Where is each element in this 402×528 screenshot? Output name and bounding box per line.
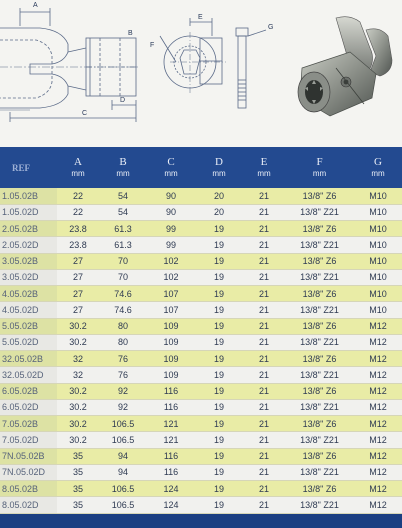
table-cell-a: 35 bbox=[57, 497, 99, 513]
column-header-unit: mm bbox=[257, 168, 271, 178]
table-row bbox=[0, 334, 402, 350]
column-header-g bbox=[354, 147, 402, 188]
column-header-a bbox=[57, 147, 99, 188]
table-cell-d: 19 bbox=[195, 286, 243, 302]
column-header-unit: mm bbox=[116, 168, 130, 178]
table-cell-f: 13/8" Z21 bbox=[285, 204, 354, 220]
table-cell-a: 35 bbox=[57, 481, 99, 497]
yoke-product-image bbox=[280, 12, 398, 124]
table-cell-e: 21 bbox=[243, 497, 285, 513]
table-cell-d: 19 bbox=[195, 302, 243, 318]
table-cell-f: 13/8" Z21 bbox=[285, 269, 354, 285]
table-row bbox=[0, 253, 402, 269]
table-cell-e: 21 bbox=[243, 253, 285, 269]
table-cell-d: 20 bbox=[195, 188, 243, 204]
table-cell-ref: 1.05.02B bbox=[0, 188, 57, 204]
table-cell-e: 21 bbox=[243, 399, 285, 415]
column-header-e bbox=[243, 147, 285, 188]
table-cell-d: 19 bbox=[195, 383, 243, 399]
technical-drawing-area bbox=[0, 0, 402, 147]
column-header-label: E bbox=[260, 155, 268, 168]
table-cell-ref: 32.05.02B bbox=[0, 351, 57, 367]
table-cell-g: M10 bbox=[354, 253, 402, 269]
table-cell-a: 32 bbox=[57, 367, 99, 383]
table-cell-ref: 2.05.02D bbox=[0, 237, 57, 253]
table-cell-c: 99 bbox=[147, 237, 195, 253]
table-cell-f: 13/8" Z6 bbox=[285, 253, 354, 269]
table-row bbox=[0, 416, 402, 432]
table-cell-d: 19 bbox=[195, 318, 243, 334]
table-cell-f: 13/8" Z21 bbox=[285, 367, 354, 383]
table-cell-c: 90 bbox=[147, 188, 195, 204]
column-header-f bbox=[285, 147, 354, 188]
table-cell-ref: 7.05.02D bbox=[0, 432, 57, 448]
table-row bbox=[0, 318, 402, 334]
table-cell-e: 21 bbox=[243, 432, 285, 448]
table-cell-b: 54 bbox=[99, 188, 147, 204]
table-cell-ref: 5.05.02B bbox=[0, 318, 57, 334]
table-cell-g: M12 bbox=[354, 399, 402, 415]
table-cell-d: 19 bbox=[195, 269, 243, 285]
table-cell-a: 30.2 bbox=[57, 416, 99, 432]
table-cell-e: 21 bbox=[243, 204, 285, 220]
column-header-label: C bbox=[167, 155, 175, 168]
table-row bbox=[0, 432, 402, 448]
table-cell-g: M12 bbox=[354, 497, 402, 513]
table-cell-d: 19 bbox=[195, 464, 243, 480]
dim-label-e: E bbox=[198, 14, 203, 21]
dim-label-c: C bbox=[82, 110, 88, 117]
table-row bbox=[0, 188, 402, 204]
column-header-label: B bbox=[119, 155, 127, 168]
table-body bbox=[0, 188, 402, 513]
table-cell-b: 80 bbox=[99, 334, 147, 350]
column-header-ref bbox=[0, 147, 57, 188]
table-cell-c: 124 bbox=[147, 481, 195, 497]
table-cell-f: 13/8" Z6 bbox=[285, 221, 354, 237]
table-row bbox=[0, 221, 402, 237]
column-header-label: F bbox=[316, 155, 323, 168]
table-cell-d: 19 bbox=[195, 399, 243, 415]
table-cell-b: 76 bbox=[99, 351, 147, 367]
table-cell-g: M10 bbox=[354, 237, 402, 253]
table-cell-d: 20 bbox=[195, 204, 243, 220]
column-header-c bbox=[147, 147, 195, 188]
table-cell-f: 13/8" Z6 bbox=[285, 188, 354, 204]
table-row bbox=[0, 399, 402, 415]
table-cell-d: 19 bbox=[195, 432, 243, 448]
table-cell-g: M10 bbox=[354, 204, 402, 220]
table-cell-d: 19 bbox=[195, 237, 243, 253]
table-cell-ref: 7.05.02B bbox=[0, 416, 57, 432]
table-header-row bbox=[0, 147, 402, 188]
table-cell-d: 19 bbox=[195, 481, 243, 497]
table-cell-g: M12 bbox=[354, 432, 402, 448]
table-cell-e: 21 bbox=[243, 351, 285, 367]
table-cell-c: 116 bbox=[147, 448, 195, 464]
dim-label-g: G bbox=[268, 24, 274, 31]
table-cell-a: 22 bbox=[57, 204, 99, 220]
table-cell-a: 27 bbox=[57, 302, 99, 318]
table-cell-a: 27 bbox=[57, 286, 99, 302]
column-header-label: D bbox=[215, 155, 223, 168]
table-cell-c: 109 bbox=[147, 318, 195, 334]
column-header-unit: mm bbox=[71, 168, 85, 178]
table-cell-d: 19 bbox=[195, 367, 243, 383]
table-cell-c: 109 bbox=[147, 334, 195, 350]
table-cell-e: 21 bbox=[243, 286, 285, 302]
table-cell-c: 121 bbox=[147, 416, 195, 432]
table-cell-c: 109 bbox=[147, 351, 195, 367]
table-row bbox=[0, 351, 402, 367]
table-row bbox=[0, 383, 402, 399]
table-cell-c: 116 bbox=[147, 383, 195, 399]
table-cell-ref: 8.05.02D bbox=[0, 497, 57, 513]
table-cell-a: 23.8 bbox=[57, 237, 99, 253]
table-cell-e: 21 bbox=[243, 334, 285, 350]
table-cell-e: 21 bbox=[243, 383, 285, 399]
table-cell-e: 21 bbox=[243, 448, 285, 464]
table-row bbox=[0, 237, 402, 253]
table-cell-g: M12 bbox=[354, 334, 402, 350]
table-cell-c: 121 bbox=[147, 432, 195, 448]
table-cell-ref: 4.05.02D bbox=[0, 302, 57, 318]
table-cell-ref: 2.05.02B bbox=[0, 221, 57, 237]
table-cell-g: M10 bbox=[354, 188, 402, 204]
table-cell-ref: 7N.05.02B bbox=[0, 448, 57, 464]
table-cell-ref: 1.05.02D bbox=[0, 204, 57, 220]
table-cell-ref: 8.05.02B bbox=[0, 481, 57, 497]
table-cell-ref: 6.05.02B bbox=[0, 383, 57, 399]
table-cell-b: 94 bbox=[99, 464, 147, 480]
table-cell-a: 30.2 bbox=[57, 399, 99, 415]
table-cell-b: 61.3 bbox=[99, 221, 147, 237]
table-cell-a: 22 bbox=[57, 188, 99, 204]
table-cell-g: M12 bbox=[354, 416, 402, 432]
table-cell-b: 54 bbox=[99, 204, 147, 220]
table-row bbox=[0, 302, 402, 318]
table-row bbox=[0, 269, 402, 285]
table-cell-d: 19 bbox=[195, 416, 243, 432]
table-cell-g: M10 bbox=[354, 286, 402, 302]
table-cell-b: 106.5 bbox=[99, 432, 147, 448]
dim-label-d: D bbox=[120, 97, 126, 104]
table-row bbox=[0, 481, 402, 497]
table-cell-g: M10 bbox=[354, 269, 402, 285]
table-cell-f: 13/8" Z6 bbox=[285, 383, 354, 399]
table-cell-f: 13/8" Z21 bbox=[285, 302, 354, 318]
table-cell-c: 116 bbox=[147, 399, 195, 415]
table-cell-d: 19 bbox=[195, 334, 243, 350]
table-row bbox=[0, 204, 402, 220]
table-cell-g: M12 bbox=[354, 481, 402, 497]
table-cell-ref: 6.05.02D bbox=[0, 399, 57, 415]
table-row bbox=[0, 464, 402, 480]
table-cell-e: 21 bbox=[243, 221, 285, 237]
dim-label-a: A bbox=[33, 2, 38, 9]
table-cell-e: 21 bbox=[243, 416, 285, 432]
table-row bbox=[0, 448, 402, 464]
dim-label-b: B bbox=[128, 30, 133, 37]
table-cell-g: M12 bbox=[354, 448, 402, 464]
table-cell-b: 106.5 bbox=[99, 497, 147, 513]
table-cell-c: 107 bbox=[147, 302, 195, 318]
table-cell-c: 102 bbox=[147, 253, 195, 269]
table-cell-f: 13/8" Z21 bbox=[285, 334, 354, 350]
table-cell-e: 21 bbox=[243, 481, 285, 497]
specification-table bbox=[0, 147, 402, 514]
table-cell-ref: 3.05.02D bbox=[0, 269, 57, 285]
table-cell-b: 70 bbox=[99, 253, 147, 269]
table-cell-a: 32 bbox=[57, 351, 99, 367]
table-cell-a: 23.8 bbox=[57, 221, 99, 237]
table-row bbox=[0, 497, 402, 513]
table-cell-b: 106.5 bbox=[99, 481, 147, 497]
table-cell-f: 13/8" Z6 bbox=[285, 351, 354, 367]
column-header-label: G bbox=[374, 155, 382, 168]
table-cell-b: 92 bbox=[99, 383, 147, 399]
table-cell-g: M12 bbox=[354, 367, 402, 383]
table-cell-c: 90 bbox=[147, 204, 195, 220]
table-cell-g: M10 bbox=[354, 302, 402, 318]
table-cell-b: 74.6 bbox=[99, 286, 147, 302]
table-cell-b: 80 bbox=[99, 318, 147, 334]
table-cell-b: 94 bbox=[99, 448, 147, 464]
table-cell-b: 92 bbox=[99, 399, 147, 415]
table-cell-f: 13/8" Z6 bbox=[285, 481, 354, 497]
table-cell-a: 35 bbox=[57, 448, 99, 464]
table-cell-ref: 5.05.02D bbox=[0, 334, 57, 350]
table-cell-a: 30.2 bbox=[57, 432, 99, 448]
table-cell-d: 19 bbox=[195, 351, 243, 367]
table-cell-c: 107 bbox=[147, 286, 195, 302]
table-cell-g: M12 bbox=[354, 351, 402, 367]
table-cell-e: 21 bbox=[243, 269, 285, 285]
table-cell-b: 106.5 bbox=[99, 416, 147, 432]
table-cell-ref: 32.05.02D bbox=[0, 367, 57, 383]
table-cell-b: 76 bbox=[99, 367, 147, 383]
table-cell-e: 21 bbox=[243, 318, 285, 334]
column-header-label: A bbox=[74, 155, 82, 168]
table-cell-g: M12 bbox=[354, 383, 402, 399]
table-cell-f: 13/8" Z21 bbox=[285, 497, 354, 513]
table-cell-g: M12 bbox=[354, 318, 402, 334]
table-cell-a: 30.2 bbox=[57, 383, 99, 399]
column-header-d bbox=[195, 147, 243, 188]
table-cell-b: 74.6 bbox=[99, 302, 147, 318]
dim-label-f: F bbox=[150, 42, 155, 49]
table-cell-ref: 3.05.02B bbox=[0, 253, 57, 269]
table-row bbox=[0, 367, 402, 383]
table-cell-a: 27 bbox=[57, 253, 99, 269]
table-cell-f: 13/8" Z6 bbox=[285, 286, 354, 302]
table-cell-ref: 4.05.02B bbox=[0, 286, 57, 302]
table-cell-e: 21 bbox=[243, 302, 285, 318]
table-cell-a: 30.2 bbox=[57, 334, 99, 350]
table-cell-d: 19 bbox=[195, 497, 243, 513]
table-cell-f: 13/8" Z6 bbox=[285, 416, 354, 432]
table-row bbox=[0, 286, 402, 302]
table-cell-f: 13/8" Z21 bbox=[285, 237, 354, 253]
table-cell-b: 61.3 bbox=[99, 237, 147, 253]
table-cell-g: M10 bbox=[354, 221, 402, 237]
table-cell-f: 13/8" Z21 bbox=[285, 464, 354, 480]
table-cell-e: 21 bbox=[243, 188, 285, 204]
table-cell-d: 19 bbox=[195, 221, 243, 237]
table-cell-c: 116 bbox=[147, 464, 195, 480]
table-cell-f: 13/8" Z6 bbox=[285, 448, 354, 464]
table-cell-e: 21 bbox=[243, 237, 285, 253]
table-cell-a: 27 bbox=[57, 269, 99, 285]
table-cell-g: M12 bbox=[354, 464, 402, 480]
column-header-unit: mm bbox=[164, 168, 178, 178]
specification-table-container bbox=[0, 147, 402, 528]
table-cell-ref: 7N.05.02D bbox=[0, 464, 57, 480]
column-header-unit: mm bbox=[212, 168, 226, 178]
table-cell-f: 13/8" Z6 bbox=[285, 318, 354, 334]
column-header-unit: mm bbox=[371, 168, 385, 178]
table-cell-b: 70 bbox=[99, 269, 147, 285]
table-cell-f: 13/8" Z21 bbox=[285, 432, 354, 448]
column-header-label: REF bbox=[12, 162, 30, 173]
table-cell-c: 102 bbox=[147, 269, 195, 285]
table-cell-c: 124 bbox=[147, 497, 195, 513]
table-cell-e: 21 bbox=[243, 367, 285, 383]
table-cell-d: 19 bbox=[195, 448, 243, 464]
table-cell-c: 99 bbox=[147, 221, 195, 237]
table-cell-a: 30.2 bbox=[57, 318, 99, 334]
table-cell-e: 21 bbox=[243, 464, 285, 480]
column-header-unit: mm bbox=[312, 168, 327, 178]
table-cell-f: 13/8" Z21 bbox=[285, 399, 354, 415]
table-cell-d: 19 bbox=[195, 253, 243, 269]
column-header-b bbox=[99, 147, 147, 188]
table-cell-a: 35 bbox=[57, 464, 99, 480]
table-cell-c: 109 bbox=[147, 367, 195, 383]
